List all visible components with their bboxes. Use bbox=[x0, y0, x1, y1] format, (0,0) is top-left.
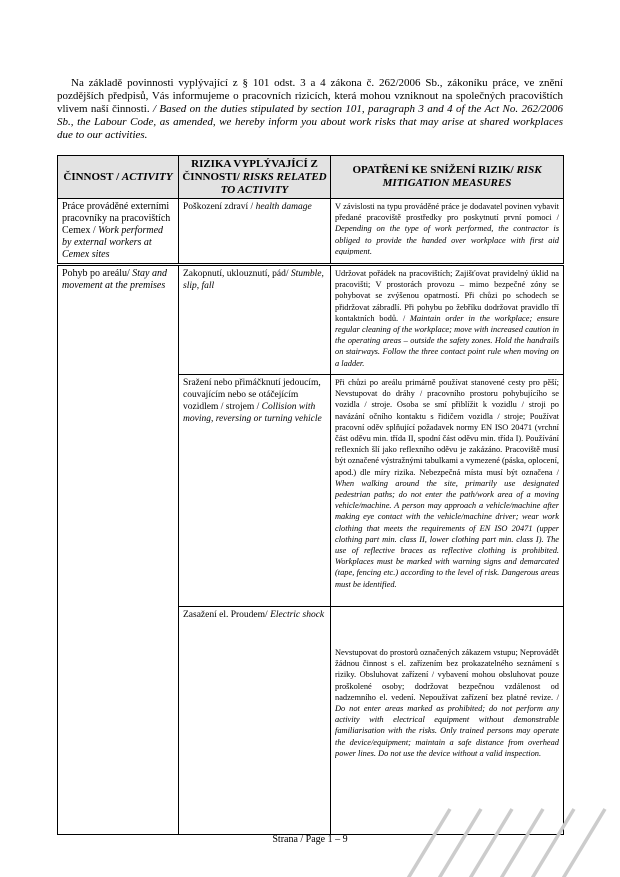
header-measures-english: RISK MITIGATION MEASURES bbox=[382, 164, 542, 189]
header-activity-czech: ČINNOST / bbox=[63, 170, 120, 183]
activity-english: Stay and movement at the premises bbox=[62, 268, 167, 291]
page-number-text: Strana / Page 1 – 9 bbox=[272, 834, 348, 845]
measures-czech: Udržovat pořádek na pracovištích; Zajišťovat pravidelný úklid na pracovišti; V prostorách provozu – mimo bezpečné zóny se pohybovat se zvýšenou opatrností. Při chůzi po schodech se přidržovat zábradlí. Při pohybu po žebříku dodržovat pravidlo tří kontaktních bodů. / bbox=[335, 269, 559, 323]
measures-czech: Při chůzi po areálu primárně používat stanovené cesty pro pěší; Nevstupovat do dráhy / pracovního prostoru pohybujícího se vozidla / stroje. Osoba se smí přiblížit k vozidlu / stroji po navázání očního kontaktu s řidičem vozidla / stroje; Používat pracovní oděv splňující požadavek normy EN ISO 20471 (vrchní část oděvu min. třída II, spodní část oděvu min. třída I). Používání reflexních šlí jako reflexního oděvu je zakázáno. Pracoviště musí být označené výstražnými tabulkami a vymezené (páska, oplocení, apod.) dle míry rizika. Nebezpečná místa musí být označena / bbox=[335, 378, 559, 477]
risk-english: Stumble, slip, fall bbox=[183, 269, 324, 291]
risk-english: Collision with moving, reversing or turning vehicle bbox=[183, 402, 322, 424]
risk-czech: Zakopnutí, uklouznutí, pád/ bbox=[183, 269, 291, 279]
cell-measures-electrical-safety bbox=[331, 607, 564, 835]
risk-czech: Sražení nebo přimáčknutí jedoucím, couvajícím nebo se otáčejícím vozidlem / strojem / bbox=[183, 378, 321, 412]
measures-english: Depending on the type of work performed, the contractor is obliged to provide the handed over workplace with first aid equipment. bbox=[335, 224, 559, 255]
cell-risk-vehicle-collision bbox=[179, 375, 331, 607]
intro-english-text: / Based on the duties stipulated by section 101, paragraph 3 and 4 of the Act No. 262/2006 Sb., the Labour Code, as amended, we hereby inform you about work risks that may arise at shared workplaces due to our activities. bbox=[57, 103, 563, 141]
cell-measures-pedestrian-paths bbox=[331, 375, 564, 607]
table-row-stumble bbox=[58, 265, 564, 375]
measures-english: When walking around the site, primarily use designated pedestrian paths; do not enter the path/work area of a moving vehicle/machine. A person may approach a vehicle/machine after making eye contact with the vehicle/machine driver; wear work clothing that meets the requirements of EN ISO 20471 (upper clothing part min. class II, lower clothing part min. class I). The use of reflective braces as reflective clothing is prohibited. Workplaces must be marked with warning signs and demarcated (tape, fencing etc.) according to the level of risk. Dangerous areas must be identified. bbox=[335, 478, 559, 589]
risk-english: Electric shock bbox=[270, 610, 325, 620]
header-risks bbox=[179, 156, 331, 199]
header-activity bbox=[58, 156, 179, 199]
header-measures-czech: OPATŘENÍ KE SNÍŽENÍ RIZIK/ bbox=[352, 164, 514, 176]
risk-czech: Poškození zdraví / bbox=[183, 202, 256, 212]
activity-english: Work performed by external workers at Cemex sites bbox=[62, 225, 164, 260]
cell-risk-stumble bbox=[179, 265, 331, 375]
risk-english: health damage bbox=[255, 202, 312, 212]
header-risks-czech: RIZIKA VYPLÝVAJÍCÍ Z ČINNOSTI/ bbox=[182, 157, 318, 183]
activity-czech: Práce prováděné externími pracovníky na pracovištích Cemex / bbox=[62, 201, 171, 236]
measures-czech: V závislosti na typu prováděné práce je dodavatel povinen vybavit předané pracoviště prostředky pro poskytnutí první pomoci / bbox=[335, 202, 559, 223]
header-risks-english: RISKS RELATED TO ACTIVITY bbox=[220, 170, 327, 196]
cell-activity-external-work bbox=[58, 199, 179, 265]
cell-activity-premises-movement bbox=[58, 265, 179, 835]
header-measures bbox=[331, 156, 564, 199]
cell-measures-first-aid bbox=[331, 199, 564, 265]
cell-risk-health-damage bbox=[179, 199, 331, 265]
table-row-external-work bbox=[58, 199, 564, 265]
corner-stripes-watermark-icon bbox=[390, 805, 620, 877]
table-header-row bbox=[58, 156, 564, 199]
risk-czech: Zasažení el. Proudem/ bbox=[183, 610, 271, 620]
risk-table bbox=[57, 155, 564, 835]
cell-risk-electric-shock bbox=[179, 607, 331, 835]
intro-czech-text: Na základě povinnosti vyplývající z § 101 odst. 3 a 4 zákona č. 262/2006 Sb., zákoníku práce, ve znění pozdějších předpisů, Vás informujeme o pracovních rizicích, která mohou vzniknout na společných pracovištích vlivem naší činnosti. bbox=[57, 77, 563, 115]
measures-english: Do not enter areas marked as prohibited; do not perform any activity with electrical equipment without demonstrable familiarisation with the risks. Only trained persons may operate the device/equipment; maintain a safe distance from overhead power lines. Do not use the device without a valid inspection. bbox=[335, 704, 559, 758]
measures-english: Maintain order in the workplace; ensure regular cleaning of the workplace; move with increased caution in the operating areas – outside the safety zones. Hold the handrails on stairways. Follow the three contact point rule when moving on a ladder. bbox=[335, 313, 559, 368]
header-activity-english: ACTIVITY bbox=[121, 170, 173, 183]
activity-czech: Pohyb po areálu/ bbox=[62, 268, 133, 279]
cell-measures-order-housekeeping bbox=[331, 265, 564, 375]
intro-paragraph bbox=[57, 77, 563, 142]
measures-czech: Nevstupovat do prostorů označených zákazem vstupu; Neprovádět žádnou činnost s el. zařízením bez prokazatelného seznámení s riziky. Obsluhovat zařízení / vybavení mohou obsluhovat pouze proškolené osoby; dodržovat bezpečnou vzdálenost od nadzemního el. vedení. Nepoužívat zařízení bez platné revize. / bbox=[335, 648, 559, 702]
